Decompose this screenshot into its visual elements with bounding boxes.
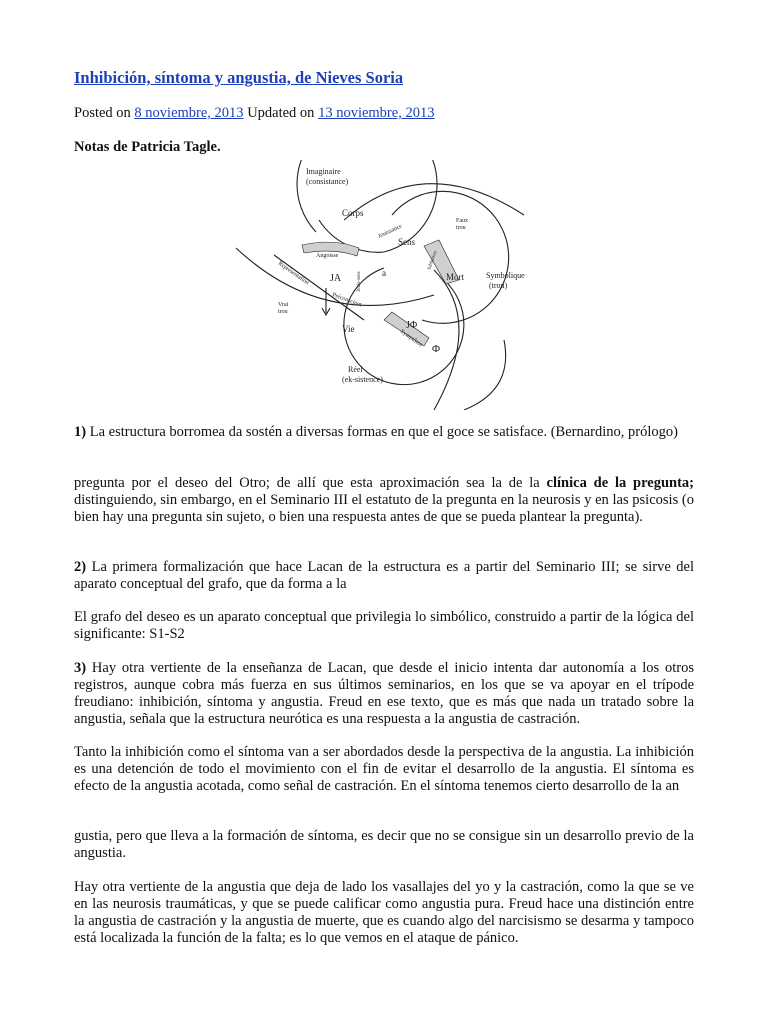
label-imaginaire: Imaginaire bbox=[306, 167, 341, 176]
paragraph-1 bbox=[74, 424, 694, 441]
label-a: a bbox=[382, 268, 386, 278]
paragraph-2-text-b: distinguiendo, sin embargo, en el Seminario III el estatuto de la pregunta en la neurosis y en las psicosis (o bien hay una pregunta sin sujeto, o bien una respuesta antes de que se pueda plantear la pregunta). bbox=[74, 492, 694, 525]
post-meta bbox=[74, 105, 434, 122]
label-symptome: Symptôme bbox=[398, 328, 424, 349]
label-vrai-trou: trou bbox=[278, 309, 288, 315]
label-phi: Φ bbox=[432, 343, 441, 355]
label-faux: Faux bbox=[456, 218, 468, 224]
label-angoisse: Angoisse bbox=[316, 253, 339, 259]
label-reel: Réel bbox=[348, 365, 363, 374]
paragraph-6: Tanto la inhibición como el síntoma van a ser abordados desde la perspectiva de la angustia. La inhibición es una detención de todo el movimiento con el fin de evitar el desarrollo de la angustia. El síntoma es efecto de la angustia acotada, como señal de castración. En el síntoma tenemos cierto desarrollo de la an bbox=[74, 744, 694, 794]
label-jouis-sens: Jouis-sens bbox=[357, 271, 362, 292]
paragraph-2 bbox=[74, 475, 694, 526]
outer-arc-right bbox=[464, 340, 506, 410]
paragraph-5 bbox=[74, 660, 694, 728]
label-jphi: JΦ bbox=[406, 320, 418, 331]
label-preconscient: Préconscient bbox=[331, 292, 363, 309]
outer-arc-lower bbox=[434, 270, 459, 410]
label-ja: JA bbox=[330, 273, 342, 284]
paragraph-5-number: 3) bbox=[74, 660, 87, 676]
symbolic-ring bbox=[392, 191, 509, 323]
outer-arc-top bbox=[344, 184, 524, 220]
borromean-knot-diagram bbox=[234, 160, 534, 410]
article-title-link[interactable]: Inhibición, síntoma y angustia, de Nieves Soria bbox=[74, 68, 404, 87]
paragraph-8: Hay otra vertiente de la angustia que deja de lado los vasallajes del yo y la castración, como la que se ve en las neurosis traumáticas, y que se puede calificar como angustia pura. Freud hace una distinción entre la angustia de castración y la angustia de muerte, que es cuando algo del narcisismo se desarma y tampoco está localizada la función de la falta; es lo que vemos en el ataque de pánico. bbox=[74, 879, 694, 946]
label-sens: Sens bbox=[398, 237, 416, 247]
label-ek-sistence: (ek-sistence) bbox=[342, 375, 383, 384]
paragraph-1-number: 1) bbox=[74, 424, 87, 440]
author-note: Notas de Patricia Tagle. bbox=[74, 139, 221, 155]
label-vie: Vie bbox=[342, 324, 355, 334]
paragraph-3-number: 2) bbox=[74, 559, 87, 575]
label-consistance: (consistance) bbox=[306, 177, 349, 186]
paragraph-3-text: La primera formalización que hace Lacan de la estructura es a partir del Seminario III; se sirve del aparato conceptual del grafo, que da forma a la bbox=[74, 559, 694, 592]
paragraph-7: gustia, pero que lleva a la formación de síntoma, es decir que no se consigue sin un desarrollo previo de la angustia. bbox=[74, 828, 694, 861]
label-corps: Corps bbox=[342, 208, 364, 218]
posted-label: Posted on bbox=[74, 105, 131, 121]
posted-date-link[interactable]: 8 noviembre, 2013 bbox=[134, 105, 244, 121]
paragraph-1-text: La estructura borromea da sostén a diversas formas en que el goce se satisface. (Bernardino, prólogo) bbox=[86, 424, 678, 440]
label-representation: Représentation bbox=[276, 260, 310, 287]
label-inhibition: Inhibition bbox=[427, 250, 439, 271]
paragraph-3 bbox=[74, 559, 694, 593]
label-symbolique: Symbolique bbox=[486, 271, 525, 280]
label-mort: Mort bbox=[446, 272, 464, 282]
paragraph-2-bold: clínica de la pregunta; bbox=[546, 475, 694, 491]
updated-label: Updated on bbox=[247, 105, 315, 121]
paragraph-4: El grafo del deseo es un aparato conceptual que privilegia lo simbólico, construido a partir de la lógica del significante: S1-S2 bbox=[74, 609, 694, 642]
paragraph-2-text-a: pregunta por el deseo del Otro; de allí que esta aproximación sea la de la bbox=[74, 475, 547, 491]
label-jouissance: Jouissance bbox=[377, 223, 404, 240]
paragraph-5-text: Hay otra vertiente de la enseñanza de Lacan, que desde el inicio intenta dar autonomía a los otros registros, aunque cobra más fuerza en sus últimos seminarios, en los que se va apoyar en el trípode freudiano: inhibición, síntoma y angustia. Freud en ese texto, que es más que nada un tratado sobre la angustia, señala que la estructura neurótica es una respuesta a la angustia de castración. bbox=[74, 660, 694, 727]
label-symbolique-trou: (trou) bbox=[489, 281, 508, 290]
label-vrai: Vrai bbox=[278, 302, 289, 308]
updated-date-link[interactable]: 13 noviembre, 2013 bbox=[318, 105, 435, 121]
label-faux-trou: trou bbox=[456, 225, 466, 231]
